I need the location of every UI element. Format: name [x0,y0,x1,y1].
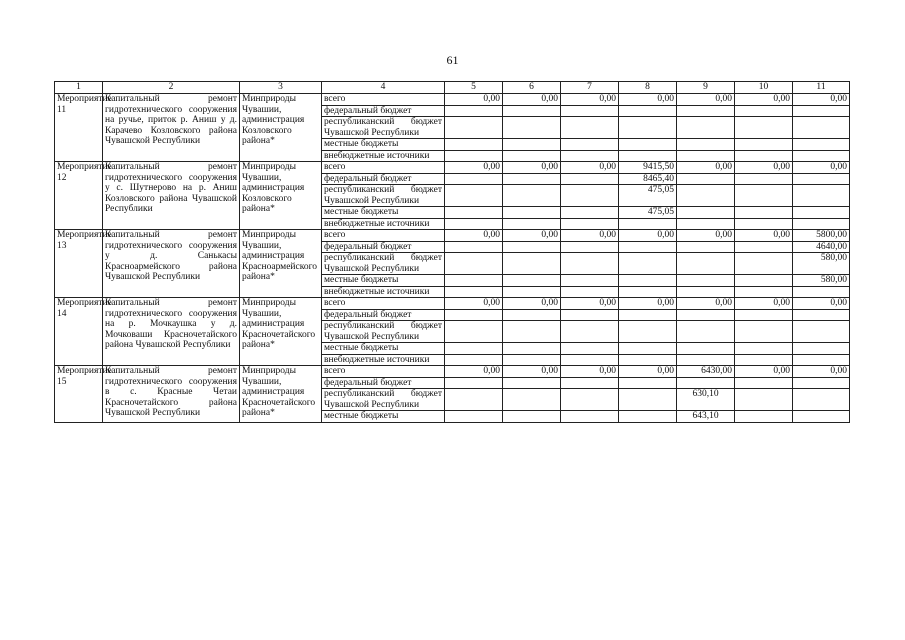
value-cell [619,321,677,343]
value-cell [677,139,735,151]
value-cell [561,105,619,117]
funding-source: федеральный бюджет [322,309,445,321]
value-cell [677,241,735,253]
funding-source: республиканский бюджет Чувашской Республики [322,117,445,139]
event-name: Капитальный ремонт гидротехнического сооружения на р. Мочкаушка у д. Мочковаши Красночетайского района Чувашской Республики [103,298,240,366]
value-cell [677,207,735,219]
value-cell [619,105,677,117]
value-cell: 6430,00 [677,366,735,378]
value-cell [793,321,850,343]
value-cell [735,117,793,139]
value-cell [735,275,793,287]
value-cell [793,309,850,321]
value-cell [793,139,850,151]
value-cell [793,354,850,366]
value-cell: 0,00 [445,94,503,106]
value-cell [503,150,561,162]
column-header: 4 [322,82,445,94]
funding-source: республиканский бюджет Чувашской Республики [322,185,445,207]
value-cell [445,286,503,298]
value-cell [619,139,677,151]
value-cell [735,173,793,185]
column-header: 2 [103,82,240,94]
value-cell [445,309,503,321]
value-cell: 580,00 [793,275,850,287]
value-cell [793,150,850,162]
value-cell [793,105,850,117]
value-cell [793,389,850,411]
value-cell: 0,00 [503,162,561,174]
value-cell: 0,00 [735,230,793,242]
value-cell [503,241,561,253]
funding-source: федеральный бюджет [322,173,445,185]
event-executor: Минприроды Чувашии, администрация Козловского района* [240,94,322,162]
value-cell: 0,00 [677,230,735,242]
value-cell [677,185,735,207]
value-cell [503,321,561,343]
event-executor: Минприроды Чувашии, администрация Красночетайского района* [240,366,322,423]
value-cell [793,218,850,230]
value-cell [445,411,503,423]
value-cell [677,286,735,298]
value-cell [735,139,793,151]
value-cell: 0,00 [503,298,561,310]
value-cell: 0,00 [677,162,735,174]
value-cell [677,218,735,230]
value-cell [503,275,561,287]
value-cell [677,377,735,389]
value-cell [503,377,561,389]
column-header: 6 [503,82,561,94]
event-number: Мероприятие 13 [55,230,103,298]
value-cell [445,253,503,275]
value-cell [735,354,793,366]
funding-source: всего [322,94,445,106]
event-name: Капитальный ремонт гидротехнического сооружения у д. Санькасы Красноармейского района Чувашской Республики [103,230,240,298]
value-cell [561,377,619,389]
value-cell [619,411,677,423]
column-header: 9 [677,82,735,94]
value-cell [445,207,503,219]
value-cell [735,286,793,298]
value-cell: 630,10 [677,389,735,411]
value-cell [561,207,619,219]
value-cell: 0,00 [793,366,850,378]
value-cell: 5800,00 [793,230,850,242]
funding-source: местные бюджеты [322,139,445,151]
value-cell [619,343,677,355]
value-cell [735,150,793,162]
value-cell: 0,00 [793,162,850,174]
table-row [55,298,850,310]
value-cell [793,377,850,389]
value-cell: 643,10 [677,411,735,423]
funding-source: республиканский бюджет Чувашской Республики [322,253,445,275]
value-cell [735,389,793,411]
value-cell [677,275,735,287]
value-cell [677,150,735,162]
value-cell [735,241,793,253]
value-cell: 0,00 [445,366,503,378]
table-row [55,162,850,174]
value-cell [445,173,503,185]
value-cell [619,218,677,230]
page-number: 61 [446,53,459,67]
table-row [55,366,850,378]
budget-table [54,81,850,423]
value-cell [445,354,503,366]
funding-source: республиканский бюджет Чувашской Республики [322,389,445,411]
value-cell [735,253,793,275]
value-cell [445,275,503,287]
value-cell [793,173,850,185]
value-cell [503,309,561,321]
value-cell: 0,00 [735,162,793,174]
value-cell [445,241,503,253]
funding-source: внебюджетные источники [322,354,445,366]
value-cell [735,321,793,343]
table-row [55,94,850,106]
value-cell [735,411,793,423]
value-cell [561,253,619,275]
value-cell [561,117,619,139]
value-cell [619,354,677,366]
value-cell: 0,00 [619,94,677,106]
event-number: Мероприятие 14 [55,298,103,366]
event-name: Капитальный ремонт гидротехнического сооружения в с. Красные Четаи Красночетайского района Чувашской Республики [103,366,240,423]
funding-source: всего [322,162,445,174]
value-cell [793,411,850,423]
funding-source: всего [322,230,445,242]
value-cell: 0,00 [793,94,850,106]
value-cell [503,173,561,185]
value-cell [561,275,619,287]
value-cell [503,218,561,230]
event-number: Мероприятие 11 [55,94,103,162]
value-cell [619,275,677,287]
value-cell [793,286,850,298]
funding-source: местные бюджеты [322,207,445,219]
value-cell [619,241,677,253]
value-cell: 475,05 [619,207,677,219]
column-header: 10 [735,82,793,94]
value-cell [677,173,735,185]
value-cell [735,343,793,355]
value-cell: 0,00 [735,298,793,310]
value-cell [445,150,503,162]
value-cell: 0,00 [445,230,503,242]
value-cell [503,207,561,219]
value-cell [735,218,793,230]
value-cell [561,173,619,185]
value-cell [677,343,735,355]
value-cell [561,389,619,411]
value-cell: 0,00 [793,298,850,310]
value-cell: 9415,50 [619,162,677,174]
value-cell [503,139,561,151]
value-cell: 0,00 [735,366,793,378]
value-cell [503,286,561,298]
value-cell [503,411,561,423]
value-cell [619,253,677,275]
value-cell: 0,00 [503,366,561,378]
value-cell [445,105,503,117]
value-cell: 0,00 [445,162,503,174]
value-cell [619,389,677,411]
funding-source: местные бюджеты [322,343,445,355]
funding-source: местные бюджеты [322,275,445,287]
event-executor: Минприроды Чувашии, администрация Козловского района* [240,162,322,230]
funding-source: местные бюджеты [322,411,445,423]
value-cell [561,185,619,207]
funding-source: федеральный бюджет [322,105,445,117]
value-cell: 0,00 [503,230,561,242]
value-cell [677,321,735,343]
value-cell [561,150,619,162]
value-cell: 475,05 [619,185,677,207]
value-cell [445,117,503,139]
value-cell: 8465,40 [619,173,677,185]
value-cell: 0,00 [561,366,619,378]
value-cell [503,354,561,366]
value-cell [793,343,850,355]
event-number: Мероприятие 15 [55,366,103,423]
value-cell [793,207,850,219]
funding-source: всего [322,298,445,310]
value-cell [445,321,503,343]
value-cell [793,117,850,139]
event-name: Капитальный ремонт гидротехнического сооружения на ручье, приток р. Аниш у д. Карачево Козловского района Чувашской Республики [103,94,240,162]
event-executor: Минприроды Чувашии, администрация Красноармейского района* [240,230,322,298]
value-cell [561,286,619,298]
funding-source: республиканский бюджет Чувашской Республики [322,321,445,343]
funding-source: федеральный бюджет [322,241,445,253]
value-cell: 0,00 [561,230,619,242]
value-cell: 0,00 [677,94,735,106]
table-body [55,94,850,423]
value-cell [619,117,677,139]
value-cell [677,309,735,321]
value-cell [445,377,503,389]
value-cell: 0,00 [735,94,793,106]
column-header: 5 [445,82,503,94]
value-cell [561,354,619,366]
value-cell [735,309,793,321]
value-cell [677,117,735,139]
value-cell: 4640,00 [793,241,850,253]
value-cell [503,343,561,355]
value-cell [503,253,561,275]
value-cell [561,343,619,355]
value-cell [735,207,793,219]
value-cell [561,309,619,321]
value-cell [735,185,793,207]
value-cell [503,389,561,411]
value-cell: 580,00 [793,253,850,275]
value-cell: 0,00 [619,230,677,242]
value-cell [445,185,503,207]
table-row [55,230,850,242]
value-cell: 0,00 [561,94,619,106]
funding-source: внебюджетные источники [322,150,445,162]
funding-source: федеральный бюджет [322,377,445,389]
value-cell [503,185,561,207]
event-name: Капитальный ремонт гидротехнического сооружения у с. Шутнерово на р. Аниш Козловского района Чувашской Республики [103,162,240,230]
value-cell [619,309,677,321]
value-cell [619,377,677,389]
value-cell [619,286,677,298]
value-cell [445,343,503,355]
value-cell: 0,00 [561,162,619,174]
value-cell: 0,00 [445,298,503,310]
value-cell [677,105,735,117]
value-cell [677,354,735,366]
column-header: 7 [561,82,619,94]
value-cell: 0,00 [619,298,677,310]
value-cell: 0,00 [619,366,677,378]
event-number: Мероприятие 12 [55,162,103,230]
funding-source: внебюджетные источники [322,218,445,230]
value-cell [561,411,619,423]
value-cell [793,185,850,207]
column-header: 8 [619,82,677,94]
value-cell [735,377,793,389]
value-cell [561,139,619,151]
column-header: 11 [793,82,850,94]
event-executor: Минприроды Чувашии, администрация Красночетайского района* [240,298,322,366]
value-cell: 0,00 [561,298,619,310]
value-cell [735,105,793,117]
header-row [55,82,850,94]
value-cell [561,241,619,253]
funding-source: внебюджетные источники [322,286,445,298]
value-cell [561,321,619,343]
column-header: 3 [240,82,322,94]
funding-source: всего [322,366,445,378]
value-cell [445,218,503,230]
column-header: 1 [55,82,103,94]
value-cell [561,218,619,230]
value-cell [619,150,677,162]
value-cell [503,117,561,139]
value-cell [445,389,503,411]
value-cell [503,105,561,117]
value-cell: 0,00 [503,94,561,106]
value-cell [445,139,503,151]
value-cell: 0,00 [677,298,735,310]
value-cell [677,253,735,275]
